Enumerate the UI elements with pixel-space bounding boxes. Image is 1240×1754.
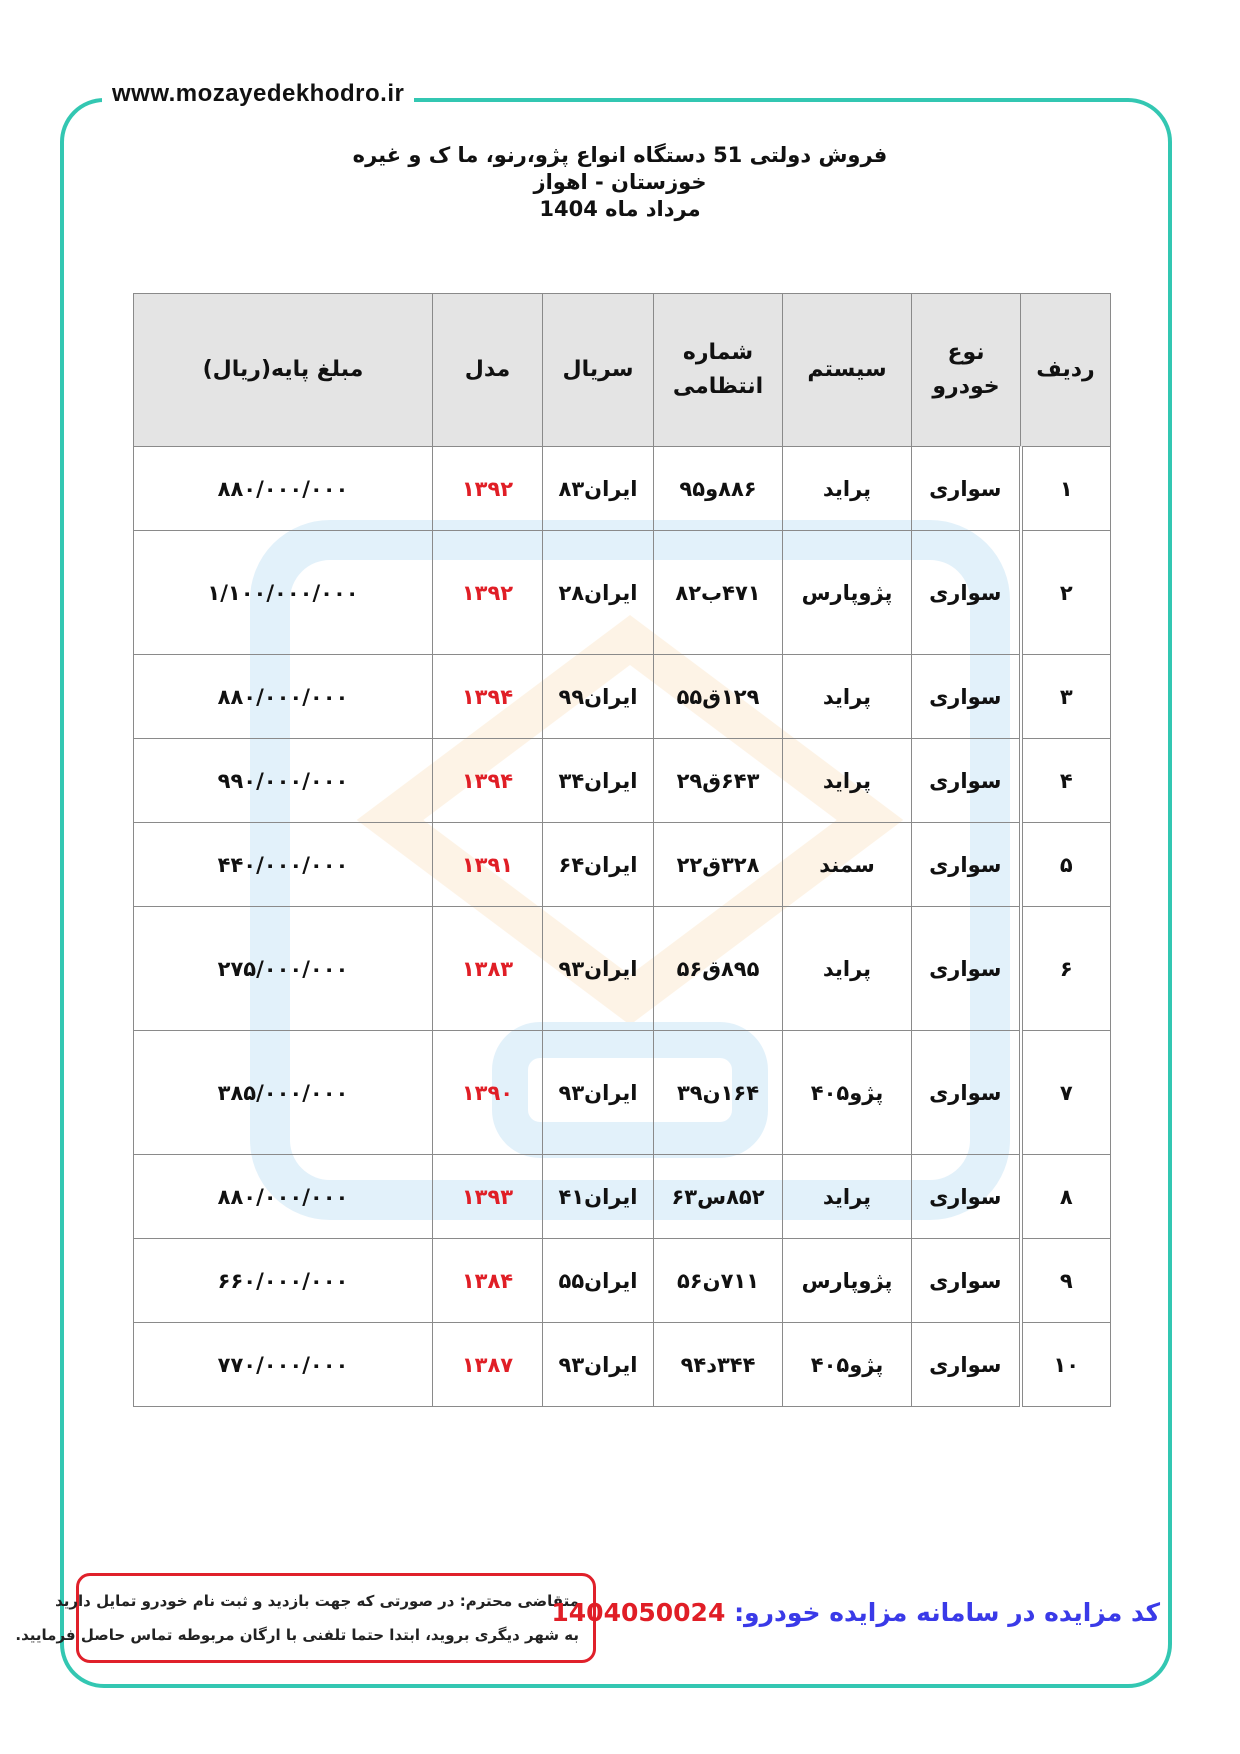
base-price-cell: ۷۷۰/۰۰۰/۰۰۰ bbox=[134, 1323, 433, 1407]
base-price-cell: ۶۶۰/۰۰۰/۰۰۰ bbox=[134, 1239, 433, 1323]
header-vehicle-type: نوع خودرو bbox=[912, 294, 1021, 447]
serial-cell: ایران۳۴ bbox=[543, 739, 654, 823]
base-price-cell: ۸۸۰/۰۰۰/۰۰۰ bbox=[134, 655, 433, 739]
model-cell: ۱۳۸۷ bbox=[433, 1323, 543, 1407]
row-number-cell: ۵ bbox=[1021, 823, 1111, 907]
row-number-cell: ۸ bbox=[1021, 1155, 1111, 1239]
table-row bbox=[134, 1323, 1111, 1407]
system-cell: پراید bbox=[783, 1155, 912, 1239]
table-row bbox=[134, 1031, 1111, 1155]
row-number-cell: ۴ bbox=[1021, 739, 1111, 823]
plate-cell: ۱۶۴ن۳۹ bbox=[654, 1031, 783, 1155]
table-row bbox=[134, 447, 1111, 531]
vehicle-type-cell: سواری bbox=[912, 1155, 1021, 1239]
row-number-cell: ۱۰ bbox=[1021, 1323, 1111, 1407]
header-base-price: مبلغ پایه(ریال) bbox=[134, 294, 433, 447]
model-cell: ۱۳۹۱ bbox=[433, 823, 543, 907]
table-row bbox=[134, 655, 1111, 739]
model-cell: ۱۳۸۳ bbox=[433, 907, 543, 1031]
system-cell: پراید bbox=[783, 447, 912, 531]
base-price-cell: ۲۷۵/۰۰۰/۰۰۰ bbox=[134, 907, 433, 1031]
system-cell: پراید bbox=[783, 907, 912, 1031]
system-cell: پژو۴۰۵ bbox=[783, 1323, 912, 1407]
vehicle-type-cell: سواری bbox=[912, 1031, 1021, 1155]
model-cell: ۱۳۸۴ bbox=[433, 1239, 543, 1323]
header-serial: سریال bbox=[543, 294, 654, 447]
system-cell: پراید bbox=[783, 739, 912, 823]
title-block bbox=[300, 142, 940, 223]
plate-cell: ۸۵۲س۶۳ bbox=[654, 1155, 783, 1239]
vehicle-type-cell: سواری bbox=[912, 531, 1021, 655]
title-line-2: خوزستان - اهواز bbox=[533, 170, 707, 194]
table-row bbox=[134, 531, 1111, 655]
row-number-cell: ۹ bbox=[1021, 1239, 1111, 1323]
serial-cell: ایران۴۱ bbox=[543, 1155, 654, 1239]
row-number-cell: ۲ bbox=[1021, 531, 1111, 655]
model-cell: ۱۳۹۲ bbox=[433, 447, 543, 531]
plate-cell: ۸۹۵ق۵۶ bbox=[654, 907, 783, 1031]
system-cell: پژوپارس bbox=[783, 1239, 912, 1323]
vehicle-type-cell: سواری bbox=[912, 1239, 1021, 1323]
row-number-cell: ۶ bbox=[1021, 907, 1111, 1031]
table-row bbox=[134, 907, 1111, 1031]
vehicles-table bbox=[133, 293, 1111, 1407]
row-number-cell: ۷ bbox=[1021, 1031, 1111, 1155]
auction-code-value: 1404050024 bbox=[551, 1598, 726, 1627]
vehicle-type-cell: سواری bbox=[912, 823, 1021, 907]
vehicle-type-cell: سواری bbox=[912, 1323, 1021, 1407]
row-number-cell: ۱ bbox=[1021, 447, 1111, 531]
plate-cell: ۷۱۱ن۵۶ bbox=[654, 1239, 783, 1323]
system-cell: پژو۴۰۵ bbox=[783, 1031, 912, 1155]
site-url[interactable]: www.mozayedekhodro.ir bbox=[102, 80, 414, 108]
vehicle-type-cell: سواری bbox=[912, 655, 1021, 739]
notice-box bbox=[15, 1573, 596, 1663]
header-model: مدل bbox=[433, 294, 543, 447]
base-price-cell: ۱/۱۰۰/۰۰۰/۰۰۰ bbox=[134, 531, 433, 655]
system-cell: سمند bbox=[783, 823, 912, 907]
model-cell: ۱۳۹۴ bbox=[433, 655, 543, 739]
plate-cell: ۳۴۴د۹۴ bbox=[654, 1323, 783, 1407]
base-price-cell: ۸۸۰/۰۰۰/۰۰۰ bbox=[134, 1155, 433, 1239]
table-row bbox=[134, 823, 1111, 907]
base-price-cell: ۸۸۰/۰۰۰/۰۰۰ bbox=[134, 447, 433, 531]
system-cell: پژوپارس bbox=[783, 531, 912, 655]
serial-cell: ایران۸۳ bbox=[543, 447, 654, 531]
auction-code bbox=[551, 1598, 1160, 1627]
plate-cell: ۳۲۸ق۲۲ bbox=[654, 823, 783, 907]
table-row bbox=[134, 739, 1111, 823]
model-cell: ۱۳۹۲ bbox=[433, 531, 543, 655]
vehicle-type-cell: سواری bbox=[912, 739, 1021, 823]
plate-cell: ۴۷۱ب۸۲ bbox=[654, 531, 783, 655]
serial-cell: ایران۹۳ bbox=[543, 907, 654, 1031]
auction-code-label: کد مزایده در سامانه مزایده خودرو: bbox=[734, 1598, 1160, 1627]
title-line-3: مرداد ماه 1404 bbox=[539, 197, 701, 221]
serial-cell: ایران۵۵ bbox=[543, 1239, 654, 1323]
table-header-row bbox=[134, 294, 1111, 447]
plate-cell: ۸۸۶و۹۵ bbox=[654, 447, 783, 531]
plate-cell: ۱۲۹ق۵۵ bbox=[654, 655, 783, 739]
model-cell: ۱۳۹۰ bbox=[433, 1031, 543, 1155]
header-plate: شماره انتظامی bbox=[654, 294, 783, 447]
base-price-cell: ۹۹۰/۰۰۰/۰۰۰ bbox=[134, 739, 433, 823]
header-system: سیستم bbox=[783, 294, 912, 447]
serial-cell: ایران۹۳ bbox=[543, 1031, 654, 1155]
serial-cell: ایران۶۴ bbox=[543, 823, 654, 907]
base-price-cell: ۴۴۰/۰۰۰/۰۰۰ bbox=[134, 823, 433, 907]
vehicle-type-cell: سواری bbox=[912, 907, 1021, 1031]
row-number-cell: ۳ bbox=[1021, 655, 1111, 739]
plate-cell: ۶۴۳ق۲۹ bbox=[654, 739, 783, 823]
model-cell: ۱۳۹۳ bbox=[433, 1155, 543, 1239]
serial-cell: ایران۹۹ bbox=[543, 655, 654, 739]
header-row-number: ردیف bbox=[1021, 294, 1111, 447]
notice-line-2: به شهر دیگری بروید، ابتدا حتما تلفنی با ارگان مربوطه تماس حاصل فرمایید. bbox=[15, 1626, 579, 1644]
notice-line-1: متقاضی محترم: در صورتی که جهت بازدید و ثبت نام خودرو تمایل دارید bbox=[55, 1592, 579, 1610]
system-cell: پراید bbox=[783, 655, 912, 739]
serial-cell: ایران۹۳ bbox=[543, 1323, 654, 1407]
table-row bbox=[134, 1239, 1111, 1323]
base-price-cell: ۳۸۵/۰۰۰/۰۰۰ bbox=[134, 1031, 433, 1155]
table-row bbox=[134, 1155, 1111, 1239]
title-line-1: فروش دولتی 51 دستگاه انواع پژو،رنو، ما ک و غیره bbox=[352, 143, 888, 167]
vehicle-type-cell: سواری bbox=[912, 447, 1021, 531]
serial-cell: ایران۲۸ bbox=[543, 531, 654, 655]
model-cell: ۱۳۹۴ bbox=[433, 739, 543, 823]
